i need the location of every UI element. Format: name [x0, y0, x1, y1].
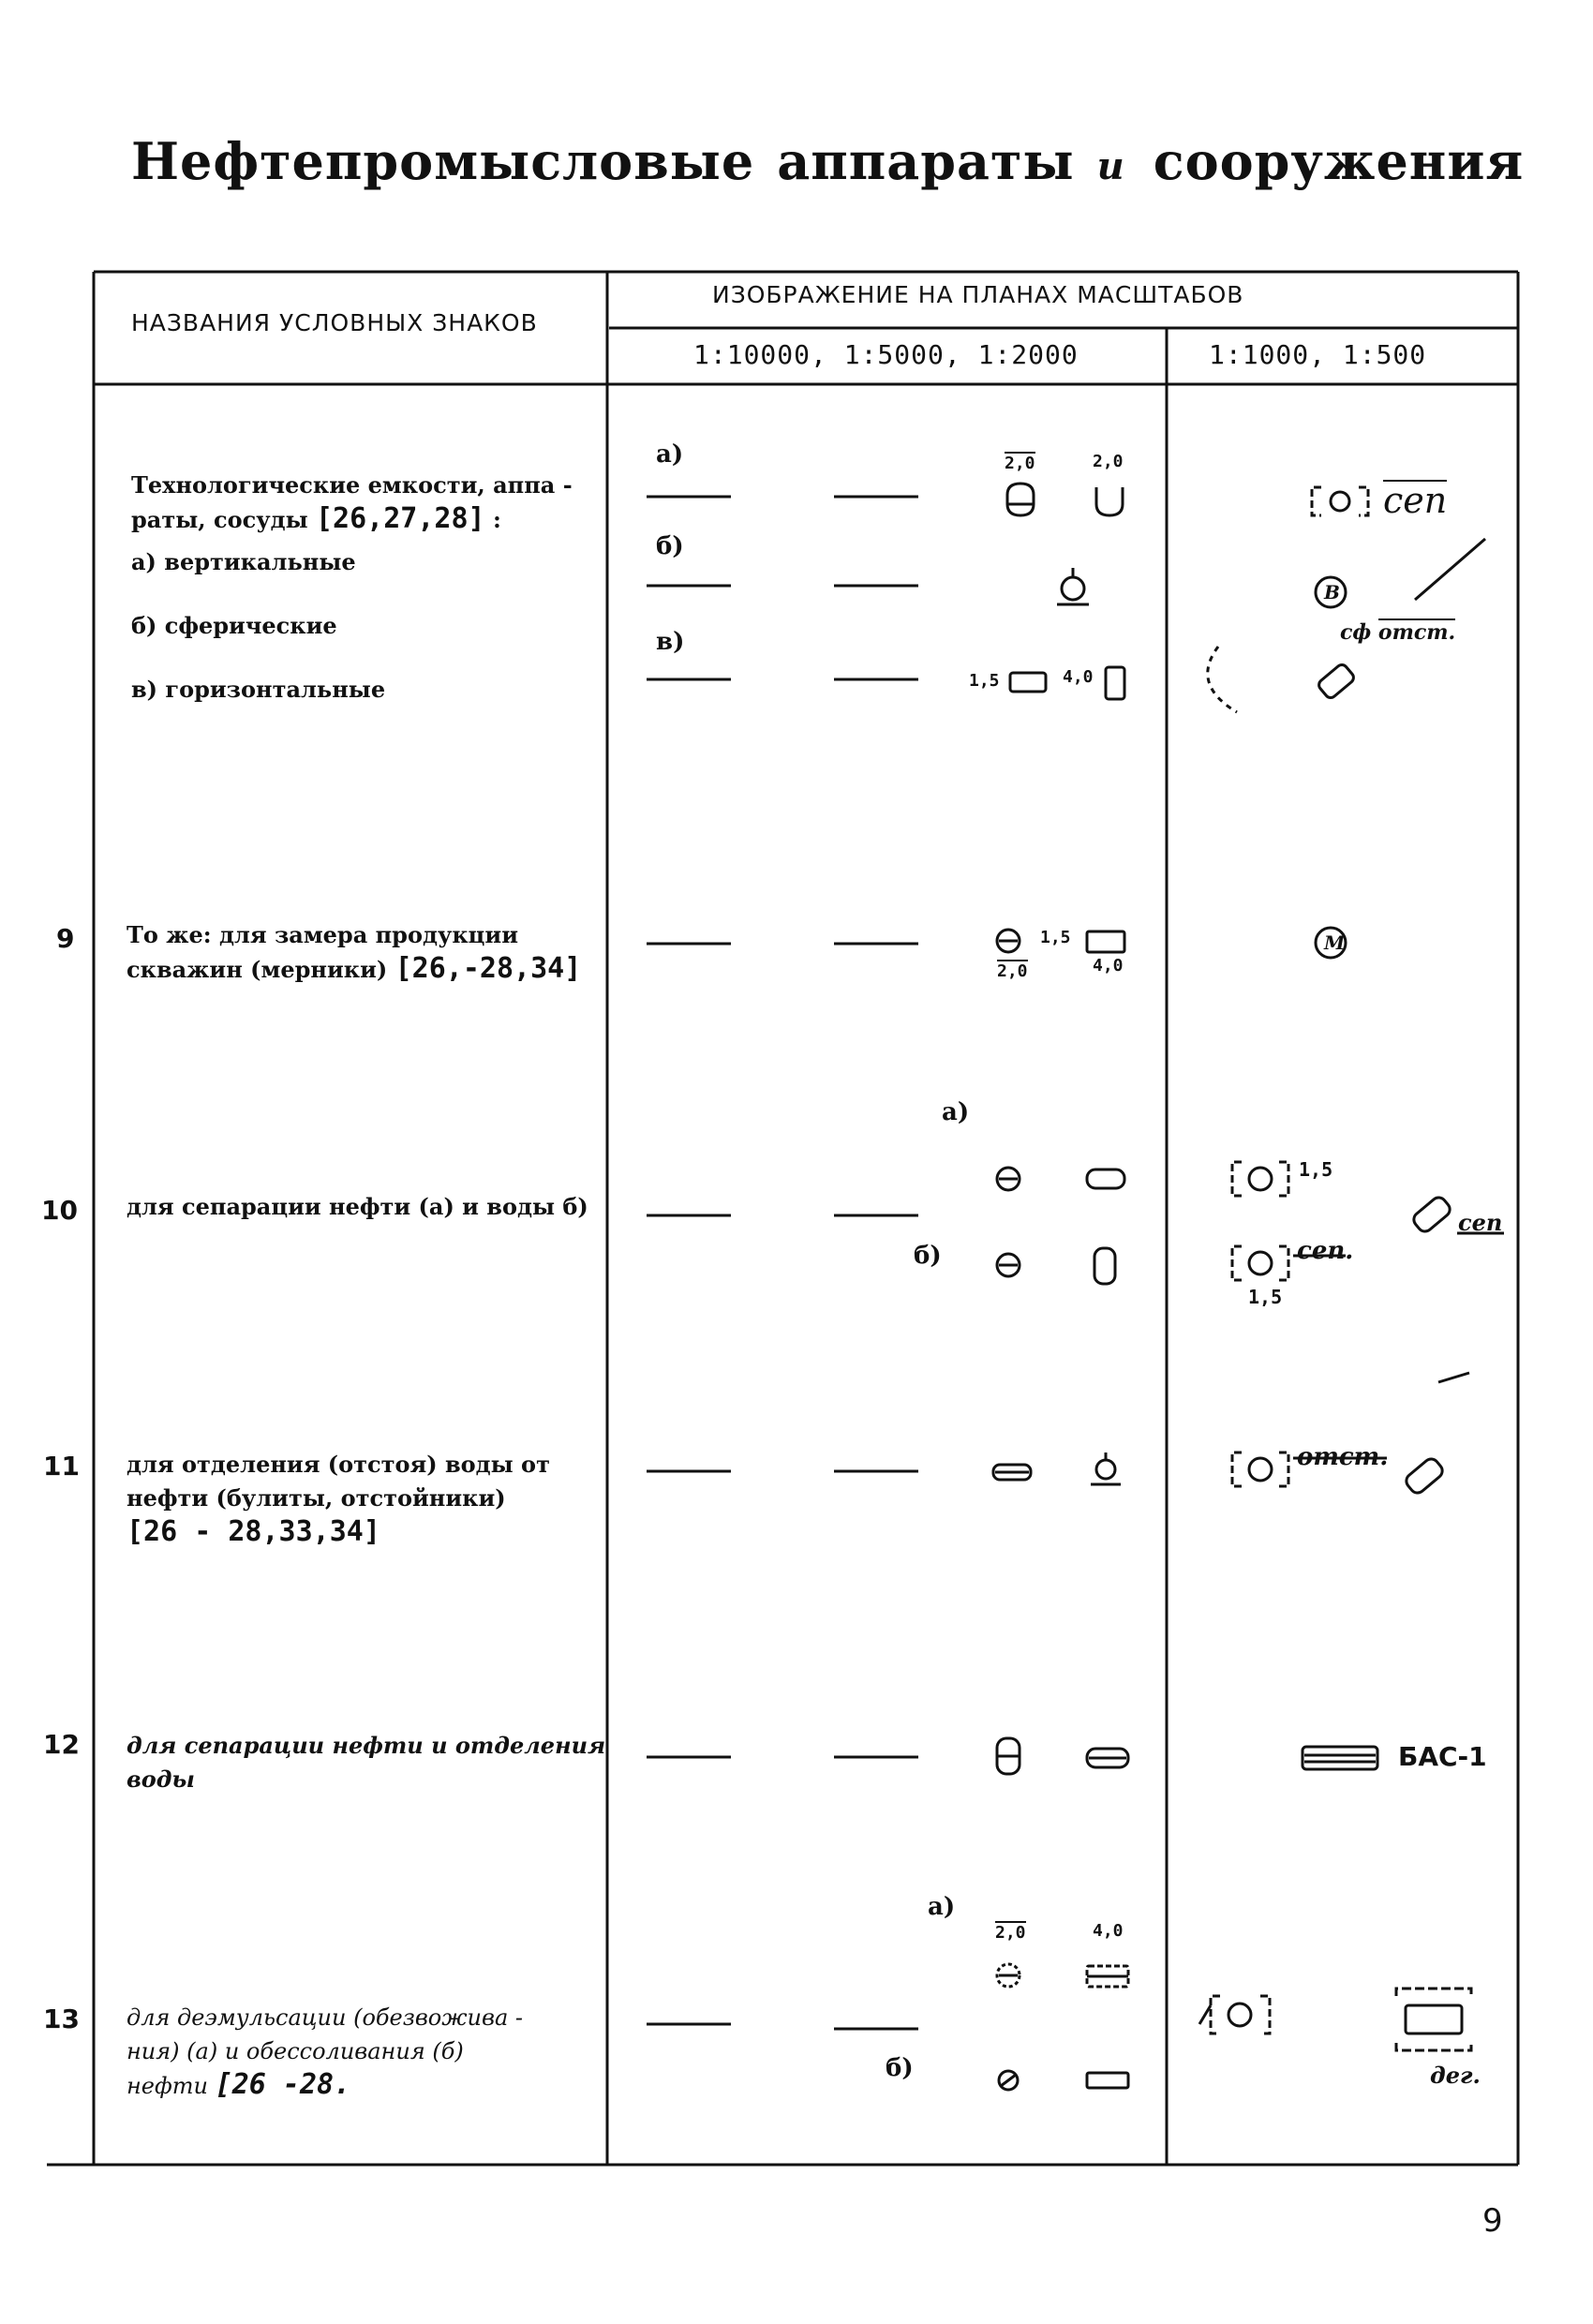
row1-line2: раты, сосуды [26,27,28] :: [131, 502, 501, 535]
row1-sym-b: б): [656, 532, 684, 560]
row13-number: 13: [43, 2004, 80, 2034]
title-word-1: Нефтепромысловые: [131, 131, 755, 191]
row11-refs: [26 - 28,33,34]: [127, 1515, 380, 1548]
row11-description: для отделения (отстоя) воды от нефти (булиты, отстойники) [26 - 28,33,34]: [127, 1451, 550, 1548]
row13-sym-b: б): [886, 2054, 914, 2082]
page-number: 9: [1482, 2202, 1503, 2240]
row9-description: То же: для замера продукции скважин (мерники) [26,-28,34]: [127, 921, 582, 985]
row9-refs: [26,-28,34]: [395, 952, 582, 985]
row1-label-sep: сеп: [1383, 480, 1448, 521]
row1-dim-2-0-b: 2,0: [1093, 452, 1124, 471]
row13-refs: [26 -28.: [215, 2068, 351, 2101]
row12-number: 12: [43, 1729, 80, 1760]
header-names-col: НАЗВАНИЯ УСЛОВНЫХ ЗНАКОВ: [131, 309, 538, 336]
row1-sym-a: а): [656, 440, 684, 469]
row1-dim-4-0: 4,0: [1063, 667, 1094, 687]
row13-dim-2-0: 2,0: [995, 1923, 1026, 1943]
row9-circle-letter: М: [1324, 931, 1346, 954]
row1-line1: Технологические емкости, аппа -: [131, 471, 573, 499]
row11-number: 11: [43, 1451, 80, 1482]
row9-dim-4-0: 4,0: [1093, 956, 1124, 976]
row9-number: 9: [56, 923, 75, 954]
row13-sym-a: а): [928, 1893, 956, 1921]
title-word-4: сооружения: [1153, 131, 1525, 191]
row12-label-bas: БАС-1: [1398, 1741, 1487, 1772]
row1-sub-a: а) вертикальные: [131, 548, 356, 575]
row11-label-otst: отст.: [1297, 1443, 1389, 1471]
row1-sub-b: б) сферические: [131, 612, 337, 639]
row9-dim-1-5: 1,5: [1040, 928, 1071, 947]
row10-sym-b: б): [914, 1242, 942, 1270]
row1-sym-c: в): [656, 628, 685, 656]
row1-label-sf-otst: сф отст.: [1340, 620, 1456, 645]
row10-label-sep-1: сеп.: [1297, 1237, 1354, 1265]
row10-label-sep-2: сеп: [1458, 1209, 1503, 1236]
row1-dim-1-5: 1,5: [969, 671, 1000, 691]
header-image-col: ИЗОБРАЖЕНИЕ НА ПЛАНАХ МАСШТАБОВ: [712, 281, 1244, 308]
row1-circle-letter: В: [1324, 581, 1340, 603]
row13-dim-4-0: 4,0: [1093, 1921, 1124, 1941]
header-scale-large: 1:1000, 1:500: [1209, 339, 1427, 370]
row12-description: для сепарации нефти и отделения воды: [127, 1732, 606, 1793]
title-word-3: и: [1096, 144, 1125, 188]
row13-description: для деэмульсации (обезвожива - ния) (а) и обессоливания (б) нефти [26 -28.: [127, 2004, 523, 2101]
row13-label-deg: дег.: [1430, 2062, 1481, 2089]
row10-sym-a: а): [942, 1098, 970, 1126]
row10-description: для сепарации нефти (а) и воды б): [127, 1193, 588, 1220]
row1-sub-c: в) горизонтальные: [131, 676, 386, 703]
header-scale-small: 1:10000, 1:5000, 1:2000: [693, 339, 1079, 370]
row10-dim-1-5-b: 1,5: [1248, 1286, 1283, 1308]
row1-dim-2-0-a: 2,0: [1005, 454, 1035, 473]
row10-dim-1-5-a: 1,5: [1299, 1158, 1333, 1181]
row1-refs: [26,27,28]: [315, 502, 485, 535]
title-word-2: аппараты: [777, 131, 1075, 191]
row1-description: [131, 469, 573, 537]
row9-dim-2-0: 2,0: [997, 961, 1028, 981]
row10-number: 10: [41, 1195, 78, 1226]
